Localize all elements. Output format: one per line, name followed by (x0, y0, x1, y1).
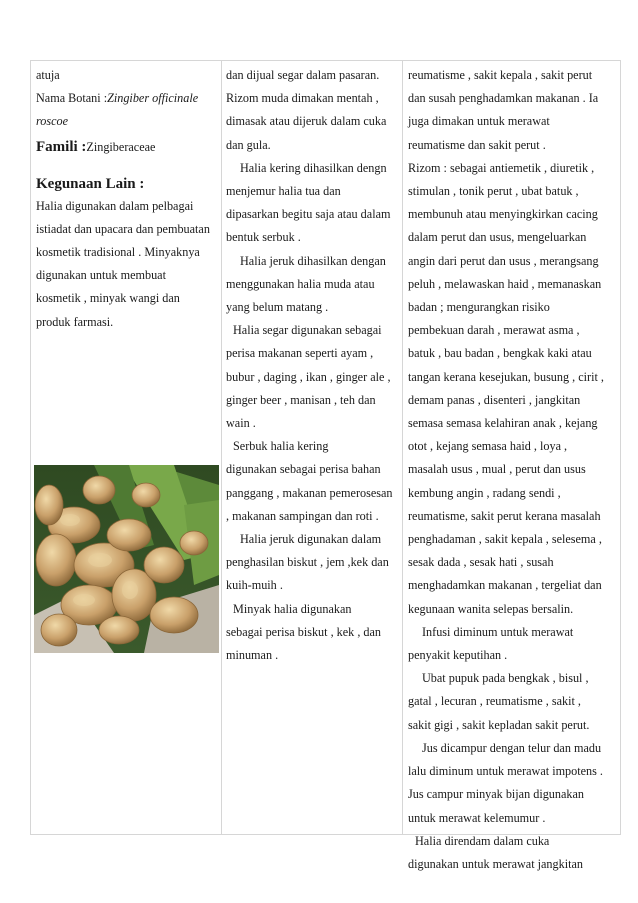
text-line: Infusi diminum untuk merawat (422, 624, 574, 639)
content-table (30, 60, 621, 871)
text-line: sakit gigi , sakit kepladan sakit perut. (408, 717, 590, 732)
botani-label: Nama Botani : (36, 91, 108, 106)
text-line: Rizom muda dimakan mentah , (226, 91, 379, 106)
text-line: panggang , makanan pemerosesan (226, 485, 393, 500)
text-line: Jus dicampur dengan telur dan madu (422, 740, 602, 755)
text-line: dimasak atau dijeruk dalam cuka (226, 114, 387, 129)
paragraph-line: Halia digunakan dalam pelbagai (36, 198, 194, 213)
paragraph-line: produk farmasi. (36, 314, 114, 329)
text-line: yang belum matang . (226, 300, 329, 315)
famili-line (36, 136, 217, 159)
text-line: Serbuk halia kering (233, 439, 329, 454)
text-line: digunakan untuk merawat jangkitan (408, 856, 583, 871)
text-line: Jus campur minyak bijan digunakan (408, 787, 585, 802)
text-line: menjemur halia tua dan (226, 184, 341, 199)
text-line: Halia segar digunakan sebagai (233, 323, 382, 338)
column-middle (222, 61, 403, 834)
text-line: dan gula. (226, 137, 271, 152)
botani-name: Zingiber officinale (107, 91, 199, 106)
text-line: peluh , melawaskan haid , memanaskan (408, 276, 602, 291)
text-line: Rizom : sebagai antiemetik , diuretik , (408, 160, 595, 175)
text-line: reumatisme dan sakit perut . (408, 137, 546, 152)
text-line: minuman . (226, 648, 279, 663)
text-line: batuk , bau badan , bengkak kaki atau (408, 346, 592, 361)
text-line: pembekuan darah , merawat asma , (408, 323, 580, 338)
text-line: semasa semasa kelahiran anak , kejang (408, 416, 598, 431)
text-line: sebagai perisa biskut , kek , dan (226, 624, 382, 639)
text-line: perisa makanan seperti ayam , (226, 346, 374, 361)
text-line: gatal , lecuran , reumatisme , sakit , (408, 694, 581, 709)
text-line: , makanan sampingan dan roti . (226, 508, 379, 523)
text-line: penghasilan biskut , jem ,kek dan (226, 555, 389, 570)
text-line: penghadaman , sakit kepala , selesema , (408, 532, 602, 547)
text-line: bubur , daging , ikan , ginger ale , (226, 369, 391, 384)
text-line: digunakan sebagai perisa bahan (226, 462, 381, 477)
text-line: otot , kejang semasa haid , loya , (408, 439, 568, 454)
section-heading: Kegunaan Lain : (36, 175, 145, 192)
text-line: reumatisme , sakit kepala , sakit perut (408, 68, 593, 82)
text-line: reumatisme, sakit perut kerana masalah (408, 508, 601, 523)
text-line: atuja (36, 68, 60, 82)
text-line: menggunakan halia muda atau (226, 276, 375, 291)
text-line: stimulan , tonik perut , ubat batuk , (408, 184, 579, 199)
text-line: sesak dada , sesak hati , susah (408, 555, 554, 570)
text-line: tangan kerana kesejukan, busung , cirit , (408, 369, 604, 384)
text-line: dan dijual segar dalam pasaran. (226, 68, 380, 82)
text-line: Minyak halia digunakan (233, 601, 352, 616)
text-line: kuih-muih . (226, 578, 283, 593)
column-right (403, 61, 620, 871)
text-line: juga dimakan untuk merawat (408, 114, 550, 129)
text-line: demam panas , disenteri , jangkitan (408, 392, 581, 407)
ginger-photo (34, 465, 219, 653)
text-line: badan ; mengurangkan risiko (408, 300, 550, 315)
text-line: dalam perut dan usus, mengeluarkan (408, 230, 587, 245)
paragraph-line: kosmetik tradisional . Minyaknya (36, 245, 200, 260)
famili-value: Zingiberaceae (86, 139, 156, 154)
text-line: Ubat pupuk pada bengkak , bisul , (422, 671, 589, 686)
text-line: masalah usus , mual , perut dan usus (408, 462, 586, 477)
column-left (31, 61, 222, 834)
text-line: angin dari perut dan usus , merangsang (408, 253, 599, 268)
text-line: lalu diminum untuk merawat impotens . (408, 764, 603, 779)
paragraph-line: kosmetik , minyak wangi dan (36, 291, 180, 306)
text-line: dan susah penghadamkan makanan . Ia (408, 91, 599, 106)
text-line: kembung angin , radang sendi , (408, 485, 561, 500)
paragraph (36, 195, 217, 334)
text-line: untuk merawat kelemumur . (408, 810, 546, 825)
paragraph-line: istiadat dan upacara dan pembuatan (36, 221, 210, 236)
text-line: wain . (226, 416, 256, 431)
text-line: menghadamkan makanan , tergeliat dan (408, 578, 602, 593)
text-line: Halia direndam dalam cuka (415, 833, 550, 848)
paragraph-line: digunakan untuk membuat (36, 268, 166, 283)
text-line: penyakit keputihan . (408, 648, 508, 663)
botani-line (36, 87, 217, 110)
ginger-image-icon (34, 465, 219, 653)
famili-label: Famili : (36, 138, 87, 155)
text-line: kegunaan wanita selepas bersalin. (408, 601, 574, 616)
botani-line-2 (36, 110, 217, 133)
text-line: Halia kering dihasilkan dengn (240, 160, 387, 175)
botani-name-2: roscoe (36, 114, 69, 129)
text-line: Halia jeruk digunakan dalam (240, 532, 382, 547)
text-line: bentuk serbuk . (226, 230, 301, 245)
text-line: Halia jeruk dihasilkan dengan (240, 253, 386, 268)
text-line: ginger beer , manisan , teh dan (226, 392, 376, 407)
text-line: dipasarkan begitu saja atau dalam (226, 207, 391, 222)
text-line: membunuh atau menyingkirkan cacing (408, 207, 598, 222)
